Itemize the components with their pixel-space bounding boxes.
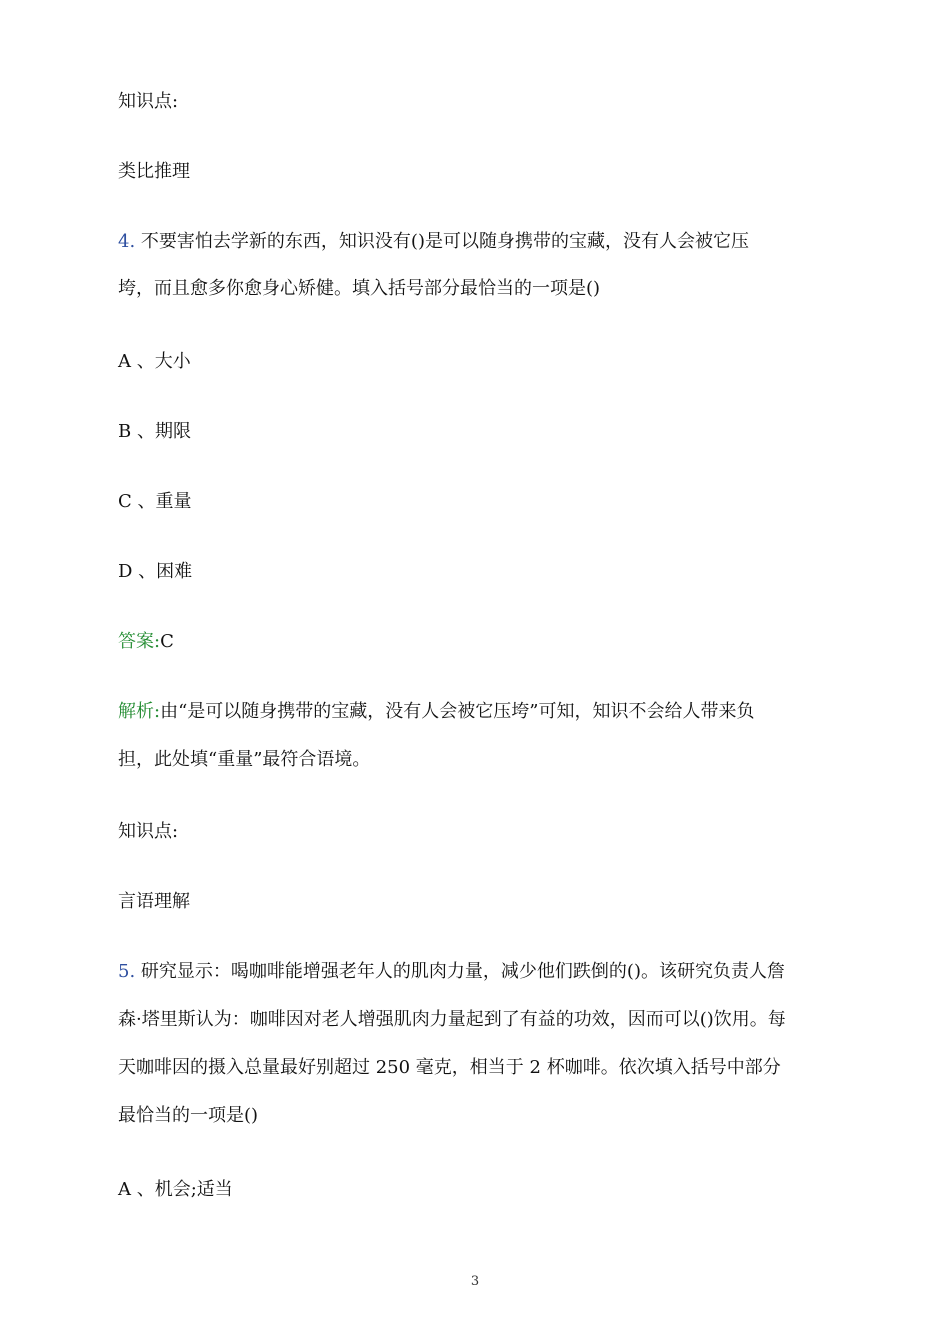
question-5-number: 5 <box>118 961 130 982</box>
question-5-stem-line-4: 最恰当的一项是() <box>118 1105 259 1126</box>
question-4-analysis-line-2: 担，此处填“重量”最符合语境。 <box>118 749 371 770</box>
question-4-option-b: B 、期限 <box>118 421 191 442</box>
knowledge-point-label: 知识点: <box>118 91 179 112</box>
answer-value: C <box>160 631 174 652</box>
question-5-number-dot: . <box>129 961 136 982</box>
question-4-knowledge-label: 知识点: <box>118 821 179 842</box>
question-5-stem-line-3: 天咖啡因的摄入总量最好别超过 250 毫克，相当于 2 杯咖啡。依次填入括号中部分 <box>118 1057 781 1078</box>
analysis-text-1: 由“是可以随身携带的宝藏，没有人会被它压垮”可知，知识不会给人带来负 <box>160 701 755 722</box>
question-4-knowledge-value: 言语理解 <box>118 891 190 912</box>
question-4-stem-line-1 <box>118 230 749 254</box>
question-4-number: 4 <box>118 231 130 252</box>
question-4-analysis-line-1 <box>118 700 754 724</box>
question-4-number-dot: . <box>129 231 136 252</box>
analysis-label: 解析: <box>118 701 161 722</box>
question-4-option-c: C 、重量 <box>118 491 192 512</box>
question-4-answer <box>118 630 174 654</box>
question-4-option-a: A 、大小 <box>118 351 191 372</box>
question-4-option-d: D 、困难 <box>118 561 193 582</box>
question-5-stem-text-1: 研究显示：喝咖啡能增强老年人的肌肉力量，减少他们跌倒的()。该研究负责人詹 <box>140 961 785 982</box>
answer-label: 答案: <box>118 631 161 652</box>
question-5-stem-line-1 <box>118 960 785 984</box>
question-5-stem-line-2: 森·塔里斯认为：咖啡因对老人增强肌肉力量起到了有益的功效，因而可以()饮用。每 <box>118 1009 786 1030</box>
question-4-stem-line-2: 垮，而且愈多你愈身心矫健。填入括号部分最恰当的一项是() <box>118 278 601 299</box>
question-4-stem-text-1: 不要害怕去学新的东西，知识没有()是可以随身携带的宝藏，没有人会被它压 <box>140 231 749 252</box>
page-number: 3 <box>470 1274 480 1289</box>
knowledge-point-value: 类比推理 <box>118 161 190 182</box>
question-5-option-a: A 、机会;适当 <box>118 1179 233 1200</box>
